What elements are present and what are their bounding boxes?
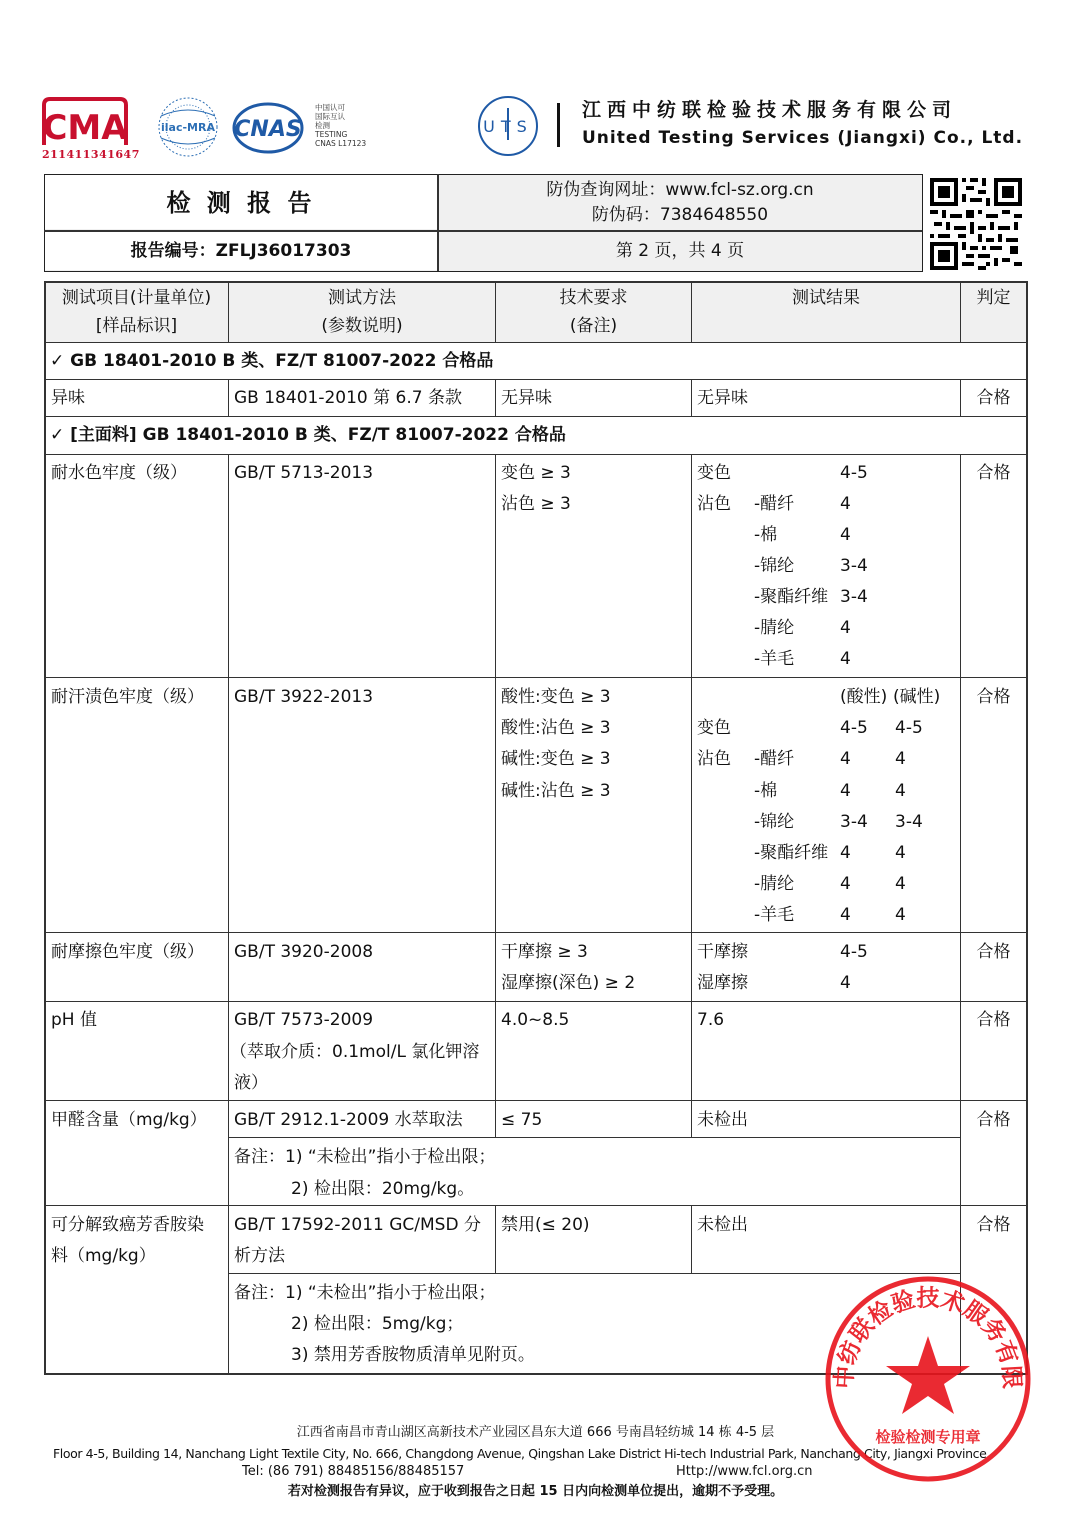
amine-item: 可分解致癌芳香胺染 bbox=[51, 1215, 204, 1235]
stamp-ring-text: 中纺联检验技术服务有限 bbox=[831, 1285, 1025, 1390]
amine-judgement: 合格 bbox=[976, 1215, 1011, 1235]
ph-requirement: 4.0~8.5 bbox=[501, 1010, 570, 1030]
rub-fastness-judgement: 合格 bbox=[976, 942, 1011, 962]
sweat-fastness-method: GB/T 3922-2013 bbox=[234, 687, 374, 707]
header-requirement-sub: (备注) bbox=[569, 316, 618, 336]
rub-fastness-method: GB/T 3920-2008 bbox=[234, 942, 374, 962]
cnas-logo bbox=[230, 100, 310, 156]
amine-method-cont: 析方法 bbox=[234, 1246, 285, 1266]
sweat-fastness-req: 酸性:变色 ≥ 3 bbox=[501, 687, 611, 707]
uts-logo-text: UTS bbox=[483, 117, 533, 136]
formaldehyde-note: 2) 检出限：20mg/kg。 bbox=[291, 1179, 475, 1199]
sweat-fastness-req: 碱性:变色 ≥ 3 bbox=[501, 749, 611, 769]
page-indicator: 第 2 页，共 4 页 bbox=[615, 241, 745, 261]
footer-tel: Tel: (86 791) 88485156/88485157 bbox=[242, 1464, 465, 1479]
formaldehyde-requirement: ≤ 75 bbox=[501, 1110, 543, 1130]
odor-item: 异味 bbox=[51, 388, 85, 408]
amine-result: 未检出 bbox=[697, 1215, 748, 1235]
water-fastness-method: GB/T 5713-2013 bbox=[234, 463, 374, 483]
rub-wet-label: 湿摩擦 bbox=[697, 973, 748, 993]
odor-method: GB 18401-2010 第 6.7 条款 bbox=[234, 388, 462, 408]
formaldehyde-judgement: 合格 bbox=[976, 1110, 1011, 1130]
footer-website[interactable]: Http://www.fcl.org.cn bbox=[676, 1464, 813, 1479]
company-name-cn: 江西中纺联检验技术服务有限公司 bbox=[582, 99, 958, 121]
formaldehyde-method: GB/T 2912.1-2009 水萃取法 bbox=[234, 1110, 463, 1130]
cnas-logo-text: CNAS bbox=[234, 117, 302, 142]
ph-method-param: 液） bbox=[234, 1073, 268, 1093]
header-result: 测试结果 bbox=[792, 288, 860, 308]
rub-fastness-item: 耐摩擦色牢度（级） bbox=[51, 942, 204, 962]
header-method: 测试方法 bbox=[328, 288, 396, 308]
anti-fake-site[interactable]: 防伪查询网址：www.fcl-sz.org.cn bbox=[546, 180, 814, 200]
ph-result: 7.6 bbox=[697, 1010, 725, 1030]
amine-note: 2) 检出限：5mg/kg； bbox=[291, 1314, 464, 1334]
ph-method: GB/T 7573-2009 bbox=[234, 1010, 374, 1030]
ph-item: pH 值 bbox=[51, 1010, 97, 1030]
odor-result: 无异味 bbox=[697, 388, 748, 408]
cma-logo-text: CMA bbox=[42, 108, 128, 147]
cnas-accreditation-text: 中国认可 国际互认 检测 TESTING CNAS L17123 bbox=[315, 103, 367, 148]
rub-wet-value: 4 bbox=[840, 973, 851, 993]
ph-method-param: （萃取介质：0.1mol/L 氯化钾溶 bbox=[230, 1042, 480, 1062]
section-standard: ✓ GB 18401-2010 B 类、FZ/T 81007-2022 合格品 bbox=[50, 351, 494, 371]
amine-note: 备注：1) “未检出”指小于检出限； bbox=[234, 1283, 496, 1303]
water-fastness-req: 变色 ≥ 3 bbox=[501, 463, 571, 483]
amine-requirement: 禁用(≤ 20) bbox=[501, 1215, 590, 1235]
sweat-fastness-req: 碱性:沾色 ≥ 3 bbox=[501, 781, 611, 801]
ph-judgement: 合格 bbox=[976, 1010, 1011, 1030]
header-requirement: 技术要求 bbox=[559, 288, 628, 308]
formaldehyde-result: 未检出 bbox=[697, 1110, 748, 1130]
rub-fastness-req: 湿摩擦(深色) ≥ 2 bbox=[501, 973, 636, 993]
report-number: 报告编号：ZFLJ36017303 bbox=[130, 241, 352, 261]
sweat-fastness-req: 酸性:沾色 ≥ 3 bbox=[501, 718, 611, 738]
water-fastness-req: 沾色 ≥ 3 bbox=[501, 494, 571, 514]
water-fastness-item: 耐水色牢度（级） bbox=[51, 463, 187, 483]
sweat-fastness-item: 耐汗渍色牢度（级） bbox=[51, 687, 204, 707]
header-item: 测试项目(计量单位) bbox=[61, 288, 212, 308]
rub-fastness-req: 干摩擦 ≥ 3 bbox=[501, 942, 588, 962]
footer-address-cn: 江西省南昌市青山湖区高新技术产业园区昌东大道 666 号南昌轻纺城 14 栋 4-5 层 bbox=[296, 1425, 775, 1440]
company-name-en: United Testing Services (Jiangxi) Co., Ltd. bbox=[582, 128, 1024, 148]
formaldehyde-note: 备注：1) “未检出”指小于检出限； bbox=[234, 1147, 496, 1167]
header-judgement: 判定 bbox=[976, 288, 1011, 308]
stamp-inner-text: 检验检测专用章 bbox=[875, 1428, 981, 1446]
stamp-star-icon bbox=[886, 1336, 970, 1414]
qr-code[interactable] bbox=[930, 178, 1022, 270]
anti-fake-code: 防伪码：7384648550 bbox=[591, 205, 769, 225]
amine-method: GB/T 17592-2011 GC/MSD 分 bbox=[234, 1215, 481, 1235]
sweat-fastness-judgement: 合格 bbox=[976, 687, 1011, 707]
amine-item-unit: 料（mg/kg） bbox=[51, 1246, 156, 1266]
formaldehyde-item: 甲醛含量（mg/kg） bbox=[51, 1110, 207, 1130]
rub-dry-label: 干摩擦 bbox=[697, 942, 748, 962]
water-fastness-judgement: 合格 bbox=[976, 463, 1011, 483]
section-main-fabric: ✓ [主面料] GB 18401-2010 B 类、FZ/T 81007-2022 合格品 bbox=[50, 425, 566, 445]
header-item-sub: [样品标识] bbox=[95, 316, 178, 336]
cma-number: 211411341647 bbox=[42, 148, 140, 161]
cma-logo bbox=[40, 95, 140, 165]
ilac-mra-logo bbox=[155, 96, 221, 158]
footer-address-en: Floor 4-5, Building 14, Nanchang Light Textile City, No. 666, Changdong Avenue, Qingshan Lake District Hi-tech Industrial Park, Nanchang City, Jiangxi Province bbox=[53, 1446, 987, 1461]
header-method-sub: (参数说明) bbox=[321, 316, 403, 336]
rub-dry-value: 4-5 bbox=[840, 942, 868, 962]
official-stamp bbox=[823, 1274, 1033, 1484]
ilac-logo-text: ilac-MRA bbox=[161, 121, 215, 134]
report-title: 检 测 报 告 bbox=[166, 189, 316, 217]
odor-judgement: 合格 bbox=[976, 388, 1011, 408]
footer-notice: 若对检测报告有异议，应于收到报告之日起 15 日内向检测单位提出，逾期不予受理。 bbox=[287, 1484, 784, 1499]
amine-note: 3) 禁用芳香胺物质清单见附页。 bbox=[291, 1345, 535, 1365]
header-divider bbox=[557, 103, 560, 147]
uts-logo bbox=[476, 94, 540, 158]
odor-requirement: 无异味 bbox=[501, 388, 552, 408]
